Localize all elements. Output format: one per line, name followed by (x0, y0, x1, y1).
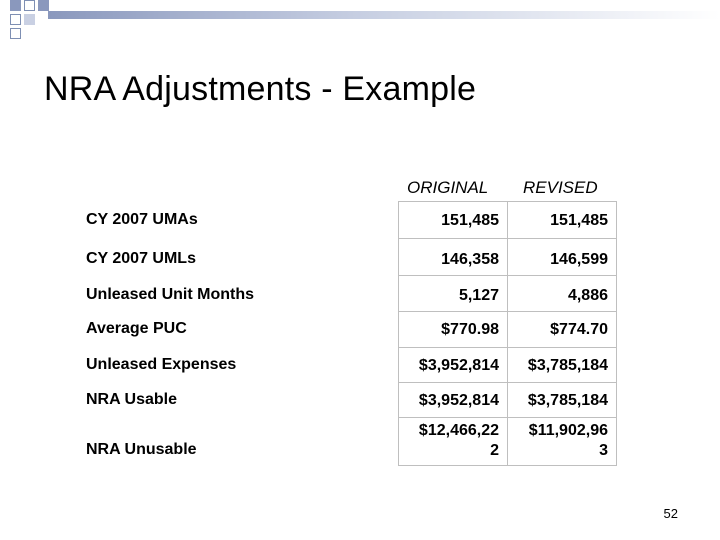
row-label: CY 2007 UMAs (86, 211, 198, 228)
row-label: NRA Usable (86, 391, 177, 408)
corner-square (10, 14, 21, 25)
cell-revised: 146,599 (550, 251, 608, 268)
table-gridline (398, 311, 617, 312)
table-gridline (398, 201, 617, 202)
cell-revised-line: $11,902,96 (528, 422, 608, 439)
corner-square (10, 0, 21, 11)
cell-original: $3,952,814 (418, 357, 499, 374)
corner-square (38, 0, 49, 11)
row-label: CY 2007 UMLs (86, 250, 196, 267)
column-header-original: ORIGINAL (407, 178, 489, 197)
cell-revised: $3,785,184 (527, 357, 608, 374)
table-gridline (398, 382, 617, 383)
corner-square (24, 14, 35, 25)
row-label: Unleased Expenses (86, 356, 237, 373)
corner-square (10, 28, 21, 39)
page-number: 52 (663, 506, 678, 521)
table-gridline (616, 201, 617, 465)
row-label: NRA Unusable (86, 441, 197, 458)
table-gridline (398, 238, 617, 239)
cell-revised: $3,785,184 (527, 392, 608, 409)
cell-original: $3,952,814 (418, 392, 499, 409)
corner-square (24, 0, 35, 11)
cell-revised-line: 3 (599, 442, 608, 459)
cell-revised: 4,886 (567, 287, 608, 304)
cell-original: 146,358 (441, 251, 499, 268)
table-gridline (398, 347, 617, 348)
cell-original-line: $12,466,22 (418, 422, 499, 439)
column-header-revised: REVISED (523, 178, 598, 197)
cell-revised: 151,485 (550, 212, 608, 229)
cell-original: $770.98 (441, 321, 499, 338)
slide-title: NRA Adjustments - Example (44, 70, 477, 108)
table-gridline (398, 465, 617, 466)
cell-revised: $774.70 (550, 321, 608, 338)
table-gridline (398, 275, 617, 276)
table-gridline (398, 417, 617, 418)
cell-original-line: 2 (490, 442, 499, 459)
cell-revised (500, 421, 608, 461)
cell-original: 151,485 (441, 212, 499, 229)
row-label: Unleased Unit Months (86, 286, 255, 303)
header-gradient-bar (48, 11, 720, 19)
cell-original (391, 421, 499, 461)
row-label: Average PUC (86, 320, 187, 337)
cell-original: 5,127 (458, 287, 499, 304)
